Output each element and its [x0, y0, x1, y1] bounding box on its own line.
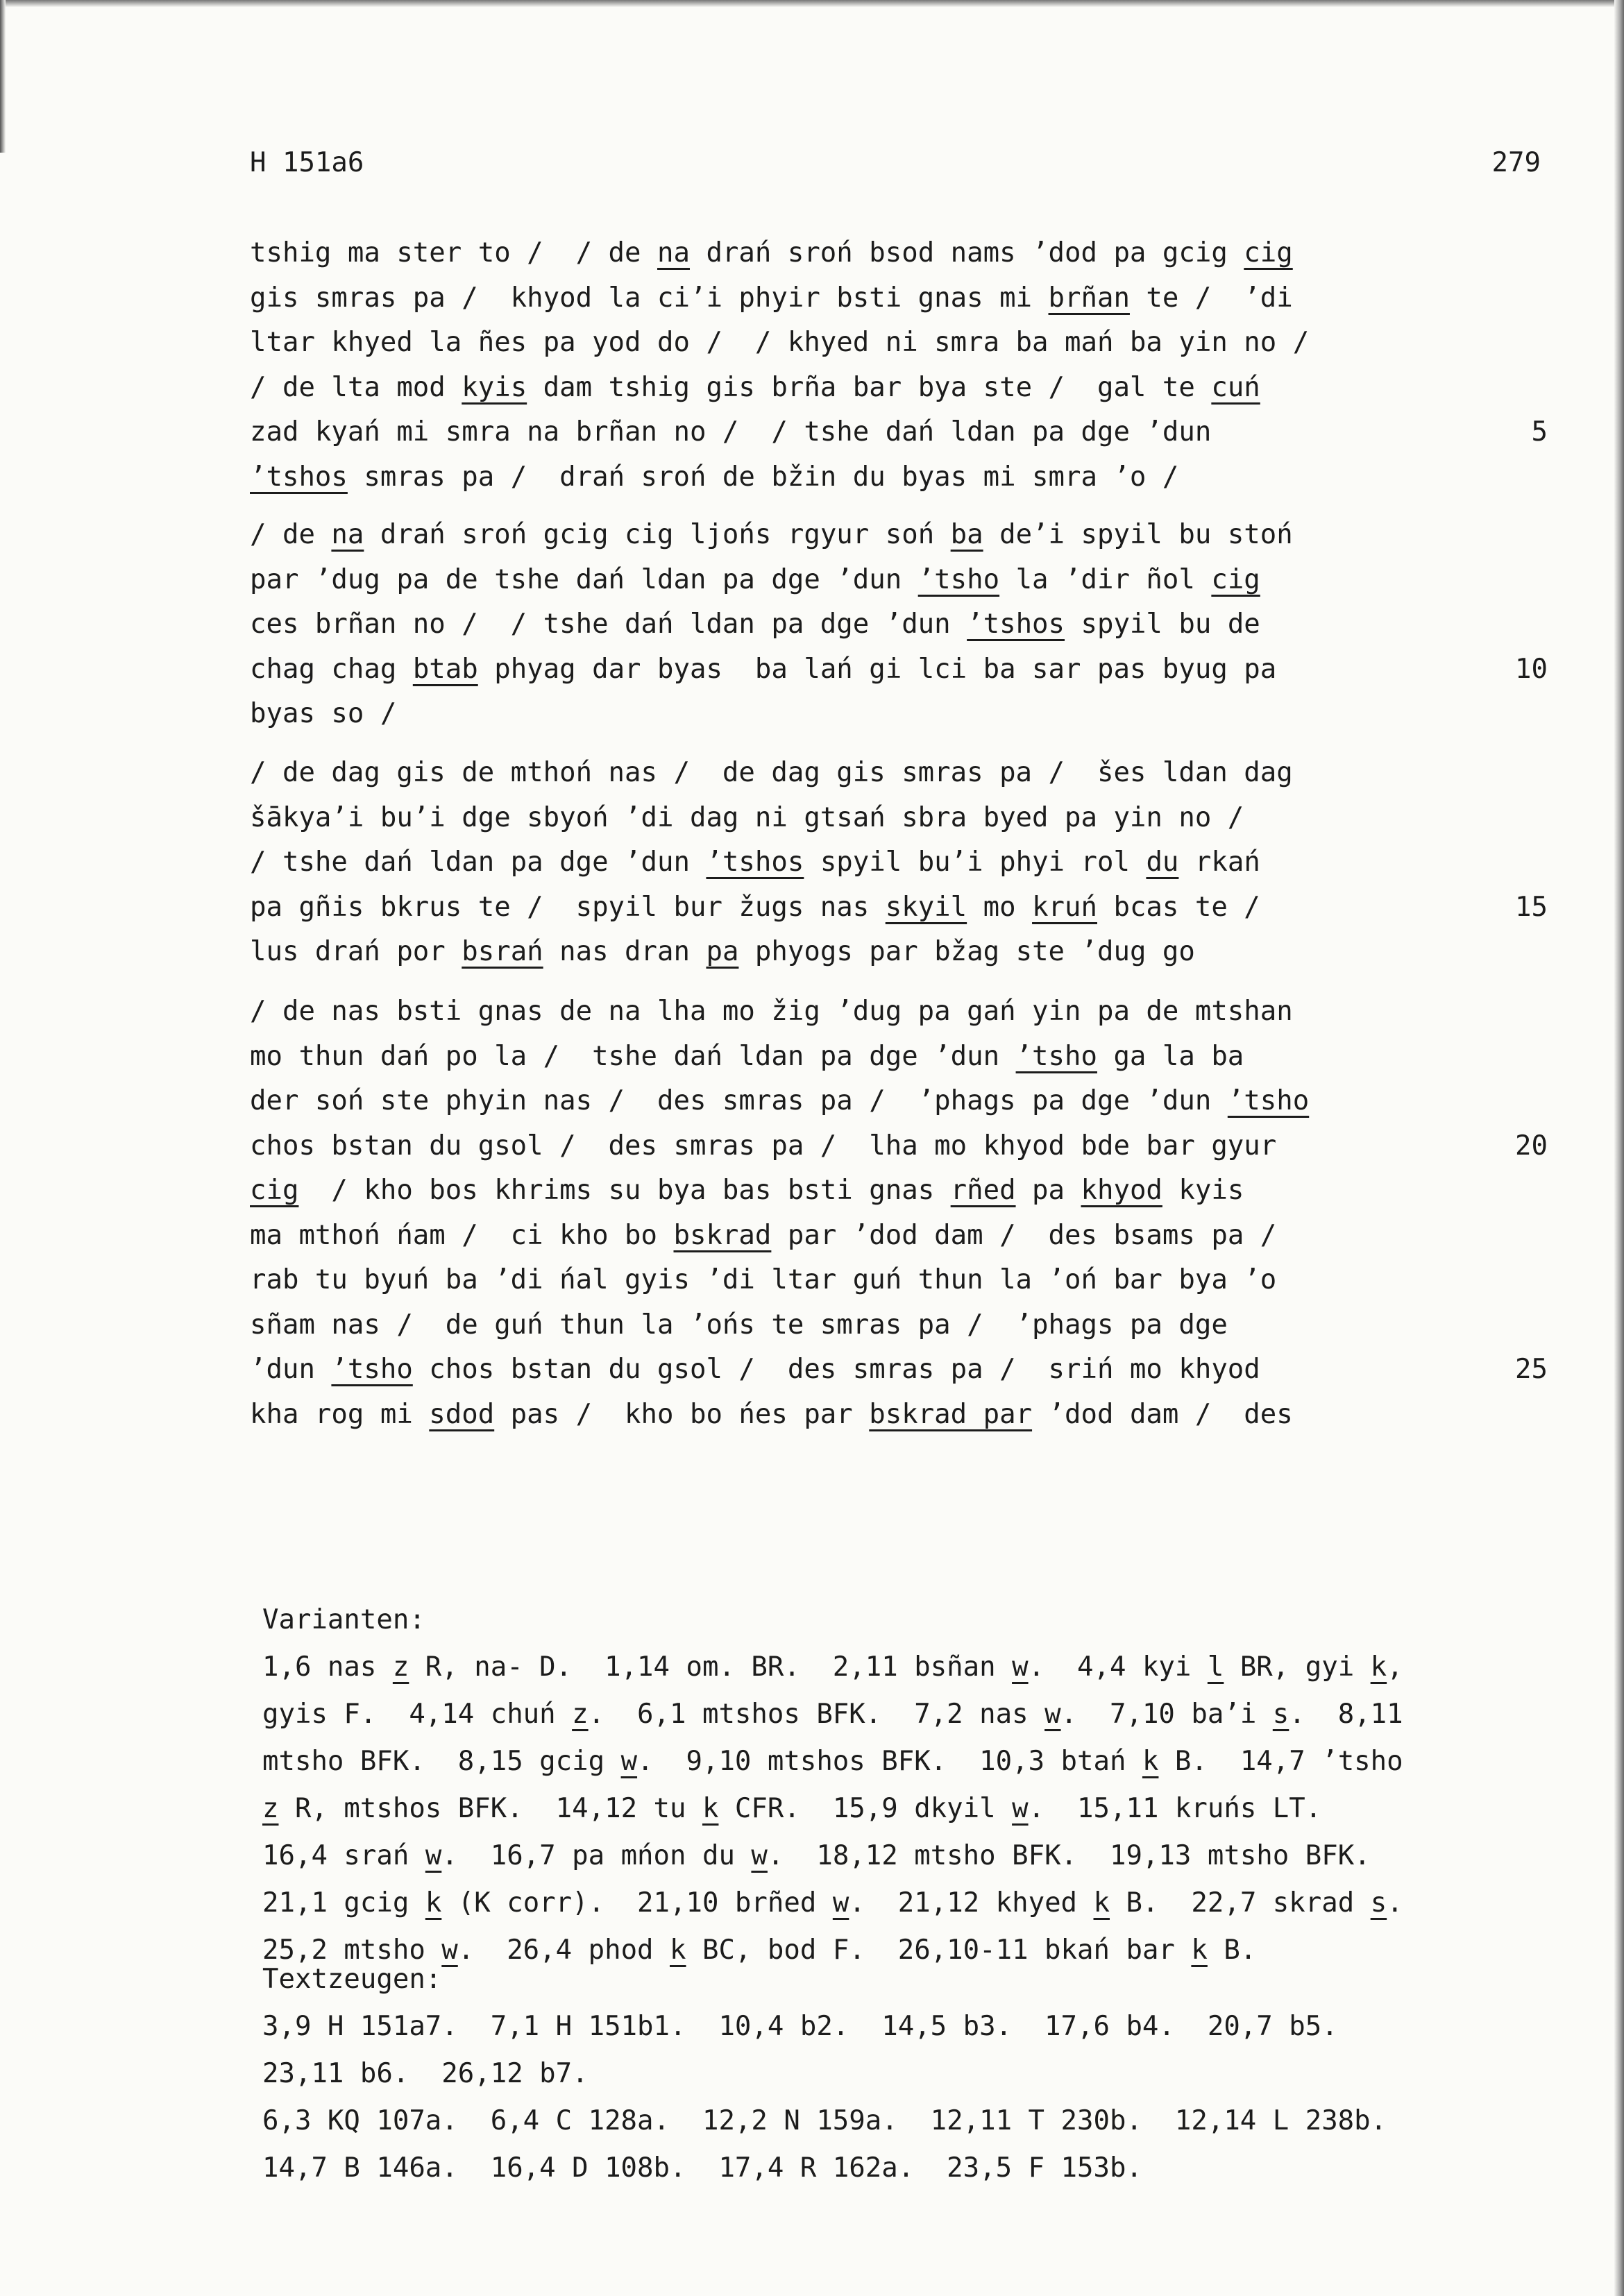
line-text: [250, 1258, 1276, 1303]
line-text: [250, 796, 1244, 841]
underlined-word: btab: [412, 653, 478, 685]
text-line: [250, 1035, 1548, 1080]
underlined-word: w: [1012, 1651, 1029, 1683]
line-number: 10: [1515, 653, 1548, 685]
underlined-word: cuń: [1211, 371, 1260, 403]
varianten-section: [262, 1597, 1553, 1974]
text-line: [250, 692, 1548, 737]
underlined-word: rñed: [950, 1175, 1016, 1206]
text-segment: . 8,11: [1289, 1699, 1403, 1730]
underlined-word: s: [1272, 1699, 1289, 1730]
text-segment: R, mtshos BFK. 14,12 tu: [278, 1793, 702, 1824]
text-segment: drań sroń gcig cig ljońs rgyur soń: [364, 519, 951, 550]
text-segment: dam tshig gis brña bar bya ste / gal te: [527, 371, 1212, 403]
text-line: [250, 796, 1548, 841]
text-segment: 16,4 srań: [262, 1840, 425, 1871]
text-segment: 14,7 B 146a. 16,4 D 108b. 17,4 R 162a. 23,5 F 153b.: [262, 2152, 1142, 2184]
varianten-line: [262, 1832, 1553, 1880]
text-line: [250, 602, 1548, 647]
line-number: 5: [1531, 416, 1548, 448]
line-text: [250, 321, 1309, 366]
text-segment: . 21,12 khyed: [849, 1887, 1094, 1919]
textzeugen-line: [262, 2050, 1553, 2098]
text-segment: . 16,7 pa mńon du: [441, 1840, 752, 1871]
underlined-word: kyis: [462, 371, 527, 403]
textzeugen-line: [262, 2145, 1553, 2192]
text-line: [250, 1393, 1548, 1438]
line-number: 20: [1515, 1130, 1548, 1162]
underlined-word: k: [1191, 1934, 1208, 1966]
text-segment: nas dran: [543, 936, 707, 967]
underlined-word: sdod: [429, 1398, 495, 1430]
line-text: [250, 231, 1293, 276]
text-segment: chag chag: [250, 653, 413, 685]
underlined-word: z: [572, 1699, 589, 1730]
underlined-word: skyil: [885, 891, 967, 923]
line-text: [250, 602, 1260, 647]
line-text: [250, 1079, 1309, 1124]
underlined-word: du: [1146, 847, 1179, 878]
underlined-word: w: [832, 1887, 849, 1919]
underlined-word: w: [425, 1840, 442, 1871]
textzeugen-line: [262, 2098, 1553, 2145]
text-segment: B.: [1207, 1934, 1257, 1966]
underlined-word: na: [331, 519, 364, 550]
line-text: [250, 989, 1293, 1035]
text-segment: la ’dir ñol: [999, 563, 1212, 595]
line-text: [250, 885, 1260, 930]
text-line: [250, 276, 1548, 321]
line-text: [250, 930, 1195, 975]
text-line: [250, 558, 1548, 603]
text-segment: / kho bos khrims su bya bas bsti gnas: [298, 1175, 951, 1206]
underlined-word: ’tsho: [1015, 1040, 1097, 1072]
underlined-word: k: [702, 1793, 719, 1824]
underlined-word: w: [1044, 1699, 1061, 1730]
text-segment: R, na- D. 1,14 om. BR. 2,11 bsñan: [409, 1651, 1013, 1683]
text-segment: pa gñis bkrus te / spyil bur žugs nas: [250, 891, 886, 923]
text-segment: chos bstan du gsol / des smras pa / lha mo khyod bde bar gyur: [250, 1130, 1277, 1162]
text-line: [250, 751, 1548, 796]
text-segment: par ’dod dam / des bsams pa /: [771, 1219, 1277, 1251]
underlined-word: bskrad par: [869, 1398, 1033, 1430]
text-segment: gis smras pa / khyod la ci’i phyir bsti gnas mi: [250, 282, 1049, 314]
line-text: [250, 647, 1276, 692]
text-segment: B. 14,7 ’tsho: [1158, 1746, 1403, 1777]
underlined-word: cig: [250, 1175, 299, 1206]
underlined-word: w: [751, 1840, 768, 1871]
text-segment: mo thun dań po la / tshe dań ldan pa dge ’dun: [250, 1040, 1016, 1072]
text-segment: bcas te /: [1097, 891, 1260, 923]
text-segment: rab tu byuń ba ’di ńal gyis ’di ltar guń thun la ’oń bar bya ’o: [250, 1264, 1277, 1295]
text-segment: ma mthoń ńam / ci kho bo: [250, 1219, 674, 1251]
text-line: [250, 1303, 1548, 1348]
underlined-word: khyod: [1081, 1175, 1162, 1206]
text-line: [250, 321, 1548, 366]
text-paragraph: [250, 989, 1548, 1437]
text-segment: BR, gyi: [1224, 1651, 1371, 1683]
underlined-word: ’tsho: [917, 563, 1000, 595]
text-segment: sñam nas / de guń thun la ’ońs te smras pa / ’phags pa dge: [250, 1309, 1228, 1341]
text-segment: / de lta mod: [250, 371, 462, 403]
text-segment: CFR. 15,9 dkyil: [718, 1793, 1013, 1824]
underlined-word: w: [1012, 1793, 1029, 1824]
textzeugen-section: [262, 1956, 1553, 2192]
text-segment: pas / kho bo ńes par: [494, 1398, 870, 1430]
underlined-word: ’tshos: [250, 461, 348, 493]
line-text: [250, 366, 1260, 411]
text-segment: de’i spyil bu stoń: [983, 519, 1293, 550]
line-number: 15: [1515, 891, 1548, 923]
text-segment: tshig ma ster to / / de: [250, 237, 657, 269]
text-segment: (K corr). 21,10 brñed: [441, 1887, 833, 1919]
text-segment: 25,2 mtsho: [262, 1934, 442, 1966]
varianten-lines: [262, 1644, 1553, 1974]
text-segment: zad kyań mi smra na brñan no / / tshe dań ldan pa dge ’dun: [250, 416, 1212, 448]
text-segment: der soń ste phyin nas / des smras pa / ’phags pa dge ’dun: [250, 1085, 1228, 1116]
text-line: [250, 1168, 1548, 1214]
text-segment: ’dun: [250, 1354, 332, 1385]
underlined-word: ’tshos: [967, 609, 1065, 640]
text-line: [250, 840, 1548, 885]
text-line: [250, 1124, 1548, 1169]
text-segment: šākya’i bu’i dge sbyoń ’di dag ni gtsań sbra byed pa yin no /: [250, 801, 1244, 833]
text-segment: / de: [250, 519, 332, 550]
underlined-word: bskrad: [673, 1219, 772, 1251]
line-text: [250, 1214, 1276, 1259]
underlined-word: w: [441, 1934, 458, 1966]
underlined-word: s: [1370, 1887, 1387, 1919]
text-segment: te / ’di: [1129, 282, 1293, 314]
text-segment: ’dod dam / des: [1032, 1398, 1293, 1430]
text-line: [250, 455, 1548, 500]
line-text: [250, 1168, 1244, 1214]
text-segment: 21,1 gcig: [262, 1887, 425, 1919]
text-segment: phyag dar byas ba lań gi lci ba sar pas byug pa: [477, 653, 1277, 685]
underlined-word: ’tshos: [706, 847, 804, 878]
text-segment: rkań: [1178, 847, 1260, 878]
text-segment: kha rog mi: [250, 1398, 430, 1430]
text-paragraph: [250, 513, 1548, 737]
underlined-word: ’tsho: [1227, 1085, 1310, 1116]
underlined-word: na: [657, 237, 690, 269]
running-head: H 151a6: [250, 147, 364, 178]
line-text: [250, 410, 1211, 455]
text-line: [250, 410, 1548, 455]
text-line: [250, 366, 1548, 411]
underlined-word: z: [392, 1651, 409, 1683]
varianten-line: [262, 1644, 1553, 1691]
text-segment: . 26,4 phod: [457, 1934, 670, 1966]
text-segment: .: [1387, 1887, 1403, 1919]
page-header: [250, 147, 1541, 186]
text-segment: / de dag gis de mthoń nas / de dag gis smras pa / šes ldan dag: [250, 757, 1293, 788]
line-text: [250, 1303, 1228, 1348]
line-text: [250, 513, 1293, 558]
underlined-word: k: [1142, 1746, 1159, 1777]
varianten-line: [262, 1785, 1553, 1832]
text-segment: spyil bu de: [1065, 609, 1260, 640]
line-text: [250, 455, 1178, 500]
varianten-line: [262, 1738, 1553, 1785]
text-segment: 23,11 b6. 26,12 b7.: [262, 2058, 589, 2089]
underlined-word: kruń: [1032, 891, 1097, 923]
text-segment: ltar khyed la ñes pa yod do / / khyed ni smra ba mań ba yin no /: [250, 327, 1310, 358]
line-number: 25: [1515, 1354, 1548, 1385]
text-segment: / de nas bsti gnas de na lha mo žig ’dug pa gań yin pa de mtshan: [250, 996, 1293, 1027]
varianten-label: Varianten:: [262, 1604, 425, 1635]
text-paragraph: [250, 751, 1548, 975]
text-line: [250, 885, 1548, 930]
textzeugen-lines: [262, 2003, 1553, 2192]
underlined-word: k: [670, 1934, 686, 1966]
line-text: [250, 840, 1260, 885]
text-line: [250, 231, 1548, 276]
text-segment: . 7,10 ba’i: [1060, 1699, 1273, 1730]
text-segment: ces brñan no / / tshe dań ldan pa dge ’dun: [250, 609, 967, 640]
text-segment: lus drań por: [250, 936, 462, 967]
text-segment: . 4,4 kyi: [1028, 1651, 1208, 1683]
underlined-word: k: [425, 1887, 442, 1919]
text-segment: gyis F. 4,14 chuń: [262, 1699, 573, 1730]
text-segment: phyogs par bžag ste ’dug go: [738, 936, 1195, 967]
line-text: [250, 1347, 1260, 1393]
text-segment: mo: [967, 891, 1033, 923]
text-segment: B. 22,7 skrad: [1110, 1887, 1371, 1919]
text-segment: chos bstan du gsol / des smras pa / sriń mo khyod: [412, 1354, 1260, 1385]
line-text: [250, 1035, 1244, 1080]
text-segment: pa: [1015, 1175, 1081, 1206]
text-line: [250, 930, 1548, 975]
text-segment: byas so /: [250, 698, 397, 729]
underlined-word: k: [1093, 1887, 1110, 1919]
text-segment: 1,6 nas: [262, 1651, 393, 1683]
underlined-word: z: [262, 1793, 279, 1824]
text-segment: 3,9 H 151a7. 7,1 H 151b1. 10,4 b2. 14,5 b3. 17,6 b4. 20,7 b5.: [262, 2011, 1338, 2042]
underlined-word: k: [1370, 1651, 1387, 1683]
text-segment: / tshe dań ldan pa dge ’dun: [250, 847, 707, 878]
text-segment: mtsho BFK. 8,15 gcig: [262, 1746, 621, 1777]
text-segment: ,: [1387, 1651, 1403, 1683]
textzeugen-line: [262, 2003, 1553, 2050]
underlined-word: cig: [1244, 237, 1293, 269]
text-segment: ga la ba: [1097, 1040, 1244, 1072]
text-segment: drań sroń bsod nams ’dod pa gcig: [689, 237, 1244, 269]
text-segment: kyis: [1162, 1175, 1244, 1206]
text-line: [250, 1347, 1548, 1393]
scan-right-edge: [1614, 0, 1624, 2296]
text-segment: par ’dug pa de tshe dań ldan pa dge ’dun: [250, 563, 918, 595]
underlined-word: brñan: [1048, 282, 1130, 314]
underlined-word: w: [620, 1746, 638, 1777]
text-line: [250, 1214, 1548, 1259]
line-text: [250, 1124, 1276, 1169]
line-text: [250, 751, 1293, 796]
page-number: 279: [1491, 147, 1541, 178]
text-paragraph: [250, 231, 1548, 500]
underlined-word: bsrań: [462, 936, 543, 967]
text-line: [250, 1258, 1548, 1303]
underlined-word: ’tsho: [331, 1354, 413, 1385]
scan-top-edge: [0, 0, 1624, 7]
text-segment: BC, bod F. 26,10-11 bkań bar: [686, 1934, 1192, 1966]
text-segment: smras pa / drań sroń de bžin du byas mi smra ’o /: [347, 461, 1179, 493]
line-text: [250, 558, 1260, 603]
scan-left-edge: [0, 0, 6, 153]
text-line: [250, 647, 1548, 692]
underlined-word: pa: [706, 936, 739, 967]
varianten-line: [262, 1880, 1553, 1927]
varianten-line: [262, 1691, 1553, 1738]
text-segment: . 15,11 kruńs LT.: [1028, 1793, 1322, 1824]
text-segment: 6,3 KQ 107a. 6,4 C 128a. 12,2 N 159a. 12,11 T 230b. 12,14 L 238b.: [262, 2105, 1387, 2136]
text-line: [250, 513, 1548, 558]
line-text: [250, 692, 396, 737]
text-segment: spyil bu’i phyi rol: [804, 847, 1147, 878]
line-text: [250, 276, 1293, 321]
underlined-word: l: [1207, 1651, 1224, 1683]
text-segment: . 18,12 mtsho BFK. 19,13 mtsho BFK.: [767, 1840, 1371, 1871]
underlined-word: cig: [1211, 563, 1260, 595]
text-line: [250, 989, 1548, 1035]
text-segment: . 9,10 mtshos BFK. 10,3 btań: [637, 1746, 1142, 1777]
textzeugen-label: Textzeugen:: [262, 1964, 442, 1995]
underlined-word: ba: [950, 519, 983, 550]
text-line: [250, 1079, 1548, 1124]
text-segment: . 6,1 mtshos BFK. 7,2 nas: [588, 1699, 1045, 1730]
line-text: [250, 1393, 1293, 1438]
